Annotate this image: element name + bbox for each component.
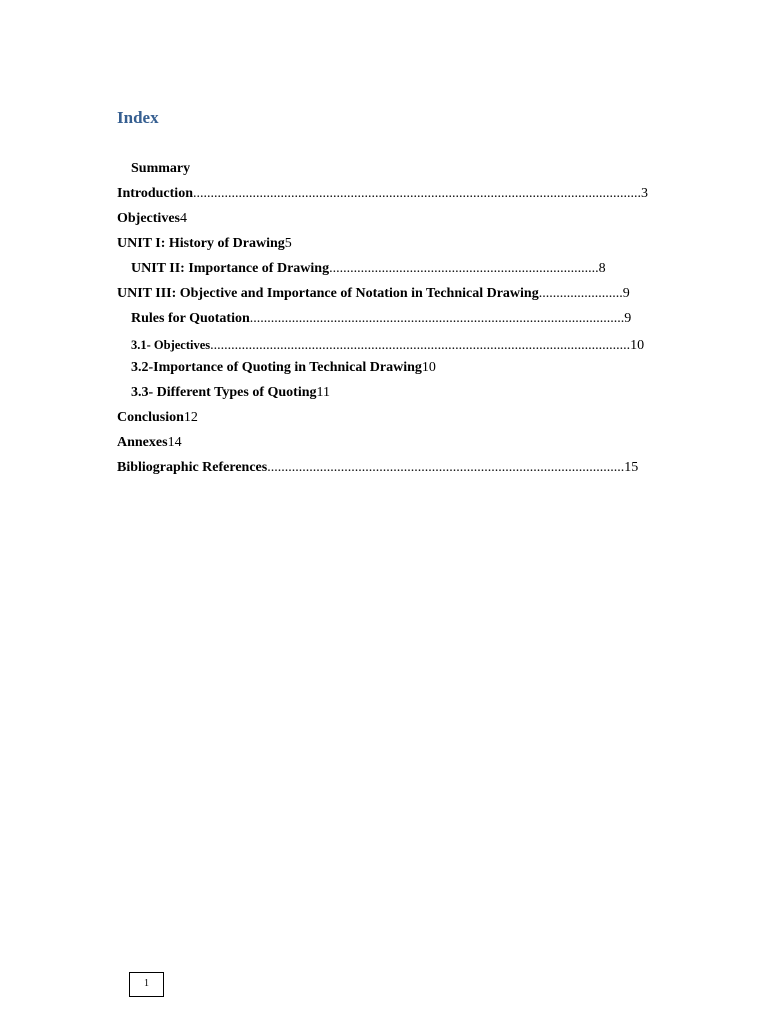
toc-entry-title: Objectives <box>117 211 180 226</box>
toc-entry-title: UNIT II: Importance of Drawing <box>131 261 330 276</box>
toc-entry-title: Conclusion <box>117 410 184 425</box>
toc-page-number: 12 <box>183 410 198 425</box>
toc-entry-unit-3[interactable] <box>117 285 637 303</box>
toc-entry-3-2-importance[interactable] <box>131 359 436 377</box>
toc-leader-dots: ........................ <box>538 286 623 301</box>
toc-entry-objectives[interactable] <box>117 210 187 228</box>
toc-page-number: 4 <box>179 211 187 226</box>
toc-entry-title: Introduction <box>117 186 193 201</box>
toc-page-number: 10 <box>630 338 645 353</box>
toc-entry-summary[interactable] <box>131 160 190 178</box>
toc-entry-3-3-types[interactable] <box>131 384 330 402</box>
page-number: 1 <box>144 978 149 989</box>
toc-leader-dots: ................................................................................................................................ <box>192 186 641 201</box>
toc-page-number: 11 <box>316 385 330 400</box>
toc-entry-bibliographic-references[interactable] <box>117 459 657 477</box>
toc-leader-dots: ........................................................................................................................ <box>210 338 631 353</box>
toc-entry-title: UNIT III: Objective and Importance of Notation in Technical Drawing <box>117 286 539 301</box>
toc-entry-unit-1[interactable] <box>117 235 292 253</box>
toc-entry-title: UNIT I: History of Drawing <box>117 236 285 251</box>
toc-entry-3-1-objectives[interactable] <box>131 336 661 354</box>
toc-entry-title: Annexes <box>117 435 168 450</box>
toc-entry-title: 3.3- Different Types of Quoting <box>131 385 317 400</box>
toc-entry-title: 3.2-Importance of Quoting in Technical Drawing <box>131 360 422 375</box>
toc-leader-dots: ........................................................................................................... <box>249 311 625 326</box>
toc-page-number: 9 <box>624 311 632 326</box>
toc-page-number: 15 <box>624 460 639 475</box>
toc-page-number: 14 <box>167 435 182 450</box>
toc-entry-introduction[interactable] <box>117 185 667 203</box>
toc-leader-dots: ...................................................................................................... <box>267 460 625 475</box>
toc-page-number: 10 <box>421 360 436 375</box>
toc-entry-title: Summary <box>131 161 191 176</box>
toc-entry-title: Bibliographic References <box>117 460 268 475</box>
toc-heading: Index <box>117 108 159 127</box>
toc-page-number: 9 <box>622 286 630 301</box>
toc-entry-rules-for-quotation[interactable] <box>131 310 651 328</box>
toc-entry-title: 3.1- Objectives <box>131 338 211 352</box>
toc-page-number: 5 <box>284 236 292 251</box>
toc-page-number: 3 <box>640 186 648 201</box>
toc-entry-unit-2[interactable] <box>131 260 621 278</box>
page-number-box <box>129 972 164 997</box>
toc-leader-dots: ............................................................................. <box>329 261 599 276</box>
toc-entry-annexes[interactable] <box>117 434 182 452</box>
toc-entry-conclusion[interactable] <box>117 409 198 427</box>
toc-page-number: 8 <box>598 261 606 276</box>
toc-entry-title: Rules for Quotation <box>131 311 250 326</box>
